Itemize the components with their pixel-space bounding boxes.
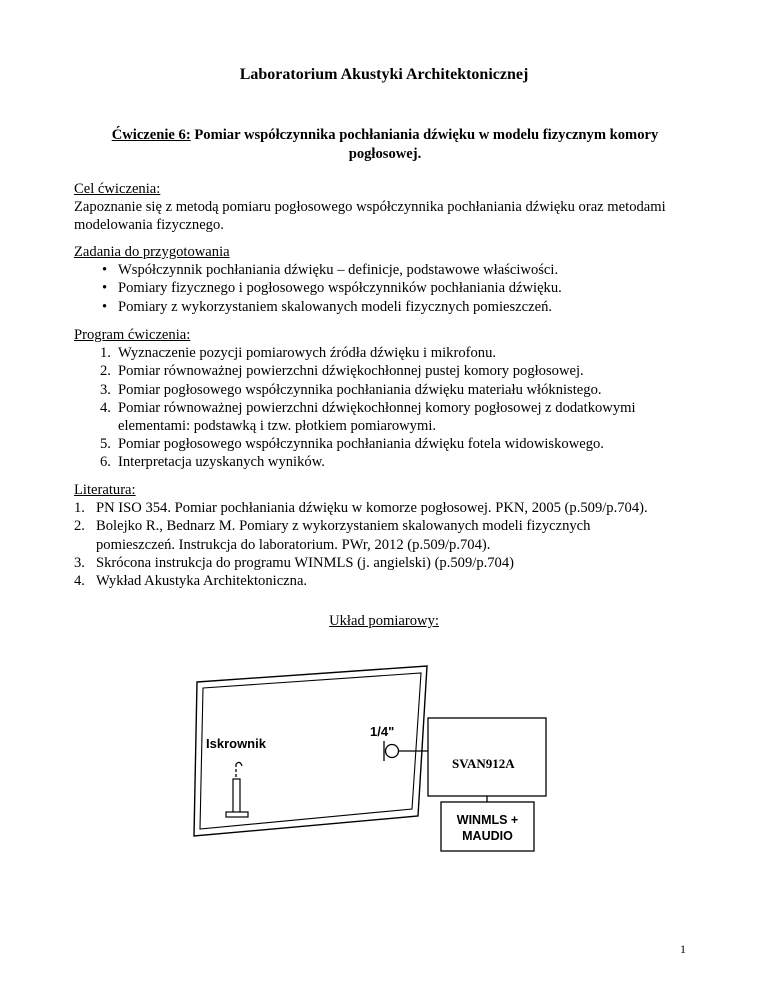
software-label-line2: MAUDIO	[462, 829, 513, 843]
list-text: Wykład Akustyka Architektoniczna.	[96, 573, 308, 590]
document-title: Laboratorium Akustyki Architektonicznej	[239, 66, 529, 83]
list-item: • Pomiary fizycznego i pogłosowego współczynników pochłaniania dźwięku.	[74, 279, 714, 297]
list-text: Pomiar równoważnej powierzchni dźwiękochłonnej komory pogłosowej z dodatkowymi elementami: podstawką i tzw. płotkiem pomiarowymi.	[118, 399, 636, 435]
source-label: Iskrownik	[206, 736, 266, 751]
list-number: 6.	[100, 454, 111, 471]
list-text: Skrócona instrukcja do programu WINMLS (j. angielski) (p.509/p.704)	[96, 554, 515, 571]
spark-source-icon	[226, 762, 248, 817]
list-number: 2.	[74, 518, 85, 535]
diagram-title: Układ pomiarowy:	[329, 613, 439, 629]
literature-heading: Literatura:	[74, 482, 136, 498]
list-number: 4.	[100, 399, 111, 416]
list-number: 1.	[100, 345, 111, 362]
program-heading: Program ćwiczenia:	[74, 327, 191, 343]
list-number: 3.	[100, 381, 111, 398]
list-text: Pomiar pogłosowego współczynnika pochłaniania dźwięku fotela widowiskowego.	[118, 436, 604, 453]
list-text: Pomiar równoważnej powierzchni dźwiękochłonnej pustej komory pogłosowej.	[118, 363, 584, 380]
tasks-heading: Zadania do przygotowania	[74, 244, 230, 260]
goal-heading: Cel ćwiczenia:	[74, 181, 161, 197]
list-item: • Współczynnik pochłaniania dźwięku – definicje, podstawowe właściwości.	[74, 261, 714, 279]
list-number: 4.	[74, 573, 85, 590]
list-number: 2.	[100, 363, 111, 380]
exercise-text: Pomiar współczynnika pochłaniania dźwięku w modelu fizycznym komory pogłosowej.	[190, 127, 659, 162]
exercise-label: Ćwiczenie 6:	[111, 127, 191, 143]
goal-text: Zapoznanie się z metodą pomiaru pogłosowego współczynnika pochłaniania dźwięku oraz metodami modelowania fizycznego.	[74, 199, 666, 234]
list-number: 3.	[74, 554, 85, 571]
list-number: 1.	[74, 500, 85, 517]
microphone-icon	[384, 741, 399, 761]
list-number: 5.	[100, 436, 111, 453]
list-text: Interpretacja uzyskanych wyników.	[118, 454, 325, 471]
list-item: • Pomiary z wykorzystaniem skalowanych modeli fizycznych pomieszczeń.	[74, 298, 714, 316]
list-text: Wyznaczenie pozycji pomiarowych źródła dźwięku i mikrofonu.	[118, 345, 497, 362]
list-text: Bolejko R., Bednarz M. Pomiary z wykorzystaniem skalowanych modeli fizycznych pomieszczeń. Instrukcja do laboratorium. PWr, 2012 (p.509/p.704).	[96, 518, 591, 553]
analyzer-label: SVAN912A	[452, 756, 515, 771]
list-text: Pomiar pogłosowego współczynnika pochłaniania dźwięku materiału włóknistego.	[118, 381, 602, 398]
page-number: 1	[680, 942, 686, 956]
mic-label: 1/4"	[370, 724, 395, 739]
software-label-line1: WINMLS +	[456, 813, 519, 827]
list-text: PN ISO 354. Pomiar pochłaniania dźwięku w komorze pogłosowej. PKN, 2005 (p.509/p.704).	[96, 500, 648, 517]
